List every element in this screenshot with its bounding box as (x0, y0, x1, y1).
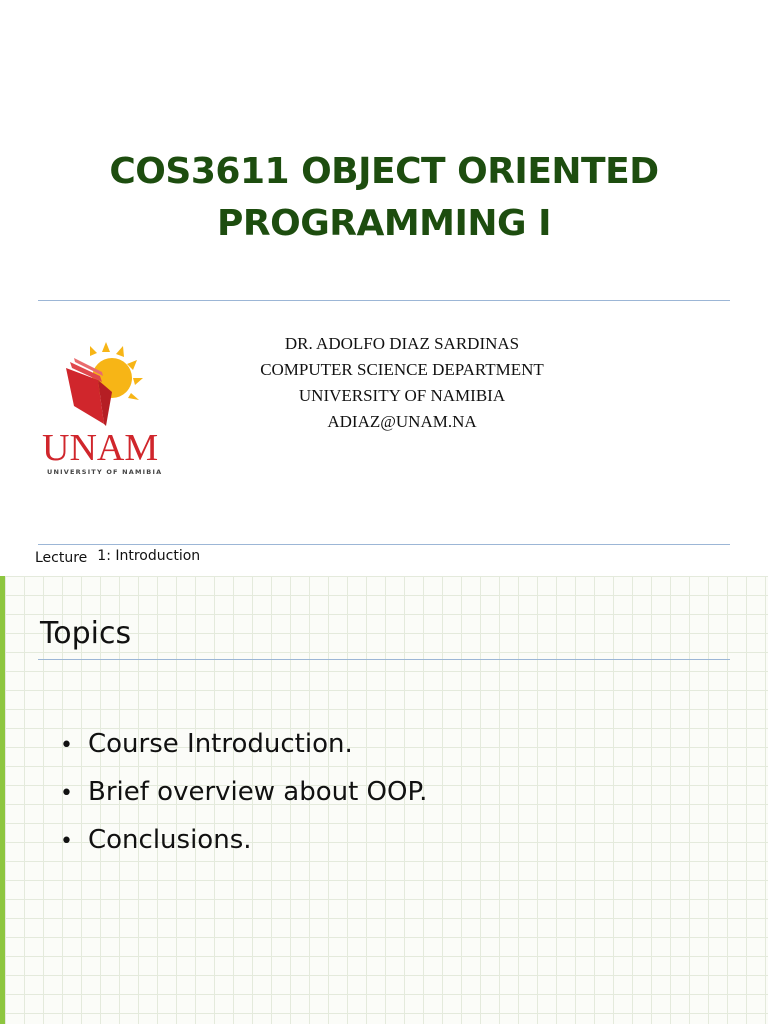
author-name: DR. ADOLFO DIAZ SARDINAS (284, 334, 520, 353)
lecture-number: 1: Introduction (97, 548, 201, 564)
author-university: UNIVERSITY OF NAMIBIA (298, 386, 506, 405)
logo-wordmark: UNAM (42, 427, 159, 469)
list-item (60, 772, 427, 820)
title-line-2: PROGRAMMING I (217, 203, 551, 244)
accent-bar (0, 576, 5, 1024)
title-line-1: COS3611 OBJECT ORIENTED (109, 151, 659, 192)
author-email: ADIAZ@UNAM.NA (327, 412, 477, 431)
lecture-label (35, 550, 200, 566)
bullet-icon: • (60, 829, 73, 854)
topics-heading: Topics (40, 616, 132, 651)
topics-list (60, 724, 427, 868)
divider (38, 300, 730, 301)
bullet-text: Course Introduction. (88, 729, 353, 759)
unam-logo (40, 340, 166, 480)
list-item (60, 820, 427, 868)
lecture-word: Lecture (35, 550, 88, 566)
bullet-text: Conclusions. (88, 825, 252, 855)
unam-logo-icon (40, 340, 166, 480)
slide-title-heading (40, 146, 728, 250)
bullet-text: Brief overview about OOP. (88, 777, 428, 807)
topics-divider (38, 659, 730, 660)
logo-subtitle: UNIVERSITY OF NAMIBIA (47, 468, 163, 476)
bullet-icon: • (60, 781, 73, 806)
author-block (200, 331, 604, 435)
slide-topics (0, 576, 768, 1024)
author-department: COMPUTER SCIENCE DEPARTMENT (260, 360, 544, 379)
bullet-icon: • (60, 733, 73, 758)
divider-bottom (38, 544, 730, 545)
list-item (60, 724, 427, 772)
